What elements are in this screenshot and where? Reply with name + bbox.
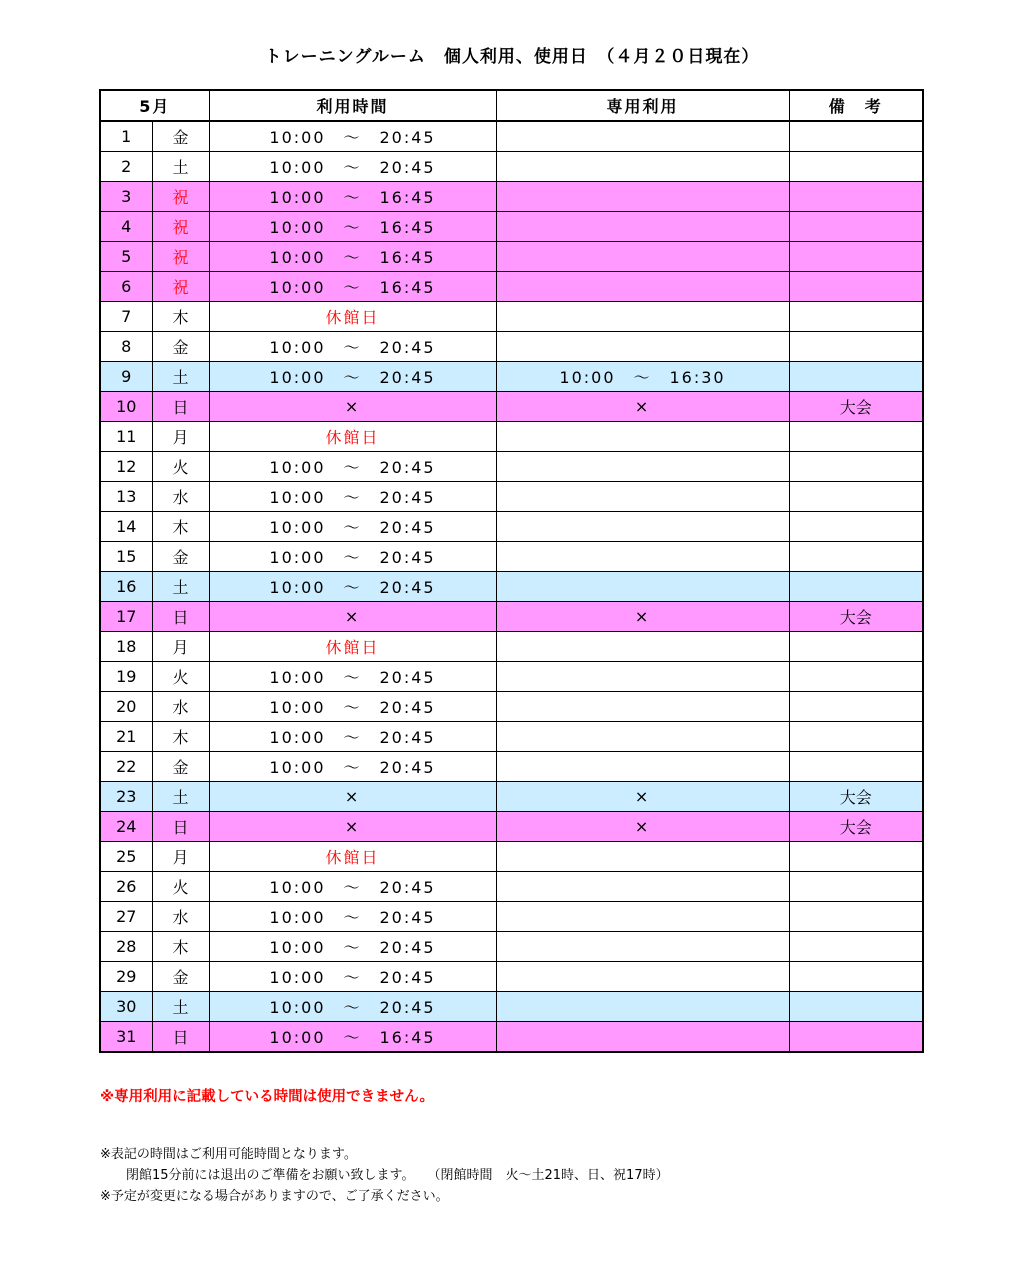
cell-exclusive xyxy=(496,242,789,272)
cell-time: 10:00 ～ 20:45 xyxy=(209,482,496,512)
cell-remarks xyxy=(789,362,923,392)
cell-remarks xyxy=(789,482,923,512)
cell-date: 25 xyxy=(100,842,152,872)
table-row xyxy=(100,962,923,992)
cell-exclusive xyxy=(496,572,789,602)
page-title: トレーニングルーム 個人利用、使用日 （４月２０日現在） xyxy=(264,47,760,67)
cell-remarks: 大会 xyxy=(789,392,923,422)
cell-remarks: 大会 xyxy=(789,812,923,842)
cell-remarks: 大会 xyxy=(789,602,923,632)
cell-day: 金 xyxy=(152,752,209,782)
cell-day: 火 xyxy=(152,872,209,902)
cell-exclusive: 10:00 ～ 16:30 xyxy=(496,362,789,392)
cell-day: 土 xyxy=(152,572,209,602)
cell-remarks xyxy=(789,932,923,962)
cell-time: × xyxy=(209,602,496,632)
cell-date: 23 xyxy=(100,782,152,812)
cell-remarks xyxy=(789,722,923,752)
cell-exclusive xyxy=(496,902,789,932)
table-row xyxy=(100,842,923,872)
cell-date: 12 xyxy=(100,452,152,482)
cell-day: 火 xyxy=(152,452,209,482)
table-row xyxy=(100,302,923,332)
table-row xyxy=(100,782,923,812)
table-row xyxy=(100,482,923,512)
table-row xyxy=(100,121,923,152)
note-exclusive-warning: ※専用利用に記載している時間は使用できません。 xyxy=(100,1089,434,1105)
cell-day: 水 xyxy=(152,482,209,512)
cell-remarks xyxy=(789,572,923,602)
cell-day: 金 xyxy=(152,542,209,572)
cell-remarks xyxy=(789,542,923,572)
table-row xyxy=(100,152,923,182)
cell-remarks xyxy=(789,752,923,782)
cell-date: 14 xyxy=(100,512,152,542)
note-usage-hours: ※表記の時間はご利用可能時間となります。 xyxy=(100,1147,357,1162)
cell-time: 10:00 ～ 20:45 xyxy=(209,692,496,722)
cell-exclusive xyxy=(496,692,789,722)
cell-time: 10:00 ～ 20:45 xyxy=(209,152,496,182)
cell-day: 木 xyxy=(152,722,209,752)
cell-time: 休館日 xyxy=(209,422,496,452)
cell-time: 10:00 ～ 16:45 xyxy=(209,1022,496,1053)
cell-time: 10:00 ～ 16:45 xyxy=(209,272,496,302)
cell-remarks xyxy=(789,332,923,362)
cell-time: 10:00 ～ 20:45 xyxy=(209,512,496,542)
cell-day: 土 xyxy=(152,362,209,392)
cell-remarks xyxy=(789,662,923,692)
cell-exclusive xyxy=(496,302,789,332)
cell-remarks xyxy=(789,992,923,1022)
cell-day: 金 xyxy=(152,962,209,992)
table-row xyxy=(100,662,923,692)
cell-date: 21 xyxy=(100,722,152,752)
cell-day: 木 xyxy=(152,512,209,542)
cell-time: 10:00 ～ 20:45 xyxy=(209,662,496,692)
cell-time: 休館日 xyxy=(209,302,496,332)
cell-remarks xyxy=(789,1022,923,1053)
note-schedule-change: ※予定が変更になる場合がありますので、ご了承ください。 xyxy=(100,1189,449,1204)
cell-day: 祝 xyxy=(152,242,209,272)
cell-remarks xyxy=(789,962,923,992)
table-row xyxy=(100,272,923,302)
cell-day: 月 xyxy=(152,842,209,872)
cell-date: 24 xyxy=(100,812,152,842)
header-row xyxy=(100,90,923,121)
cell-remarks xyxy=(789,512,923,542)
cell-remarks xyxy=(789,272,923,302)
table-row xyxy=(100,362,923,392)
cell-day: 月 xyxy=(152,632,209,662)
cell-exclusive: × xyxy=(496,812,789,842)
cell-exclusive: × xyxy=(496,602,789,632)
cell-exclusive xyxy=(496,992,789,1022)
cell-date: 15 xyxy=(100,542,152,572)
table-row xyxy=(100,182,923,212)
cell-date: 6 xyxy=(100,272,152,302)
cell-date: 31 xyxy=(100,1022,152,1053)
cell-day: 木 xyxy=(152,302,209,332)
cell-time: × xyxy=(209,812,496,842)
table-row xyxy=(100,542,923,572)
table-row xyxy=(100,722,923,752)
cell-exclusive xyxy=(496,512,789,542)
cell-exclusive: × xyxy=(496,782,789,812)
cell-exclusive xyxy=(496,752,789,782)
cell-exclusive xyxy=(496,872,789,902)
table-row xyxy=(100,572,923,602)
table-row xyxy=(100,902,923,932)
note-closing-prep: 閉館15分前には退出のご準備をお願い致します。 （閉館時間 火～土21時、日、祝17時） xyxy=(100,1168,669,1183)
cell-exclusive xyxy=(496,482,789,512)
cell-date: 26 xyxy=(100,872,152,902)
cell-date: 27 xyxy=(100,902,152,932)
cell-time: 10:00 ～ 16:45 xyxy=(209,182,496,212)
cell-remarks xyxy=(789,902,923,932)
cell-exclusive xyxy=(496,332,789,362)
cell-time: 10:00 ～ 20:45 xyxy=(209,932,496,962)
cell-time: 10:00 ～ 20:45 xyxy=(209,722,496,752)
cell-exclusive xyxy=(496,272,789,302)
cell-time: 10:00 ～ 20:45 xyxy=(209,121,496,152)
cell-date: 11 xyxy=(100,422,152,452)
cell-day: 金 xyxy=(152,332,209,362)
schedule-table xyxy=(99,89,924,1053)
cell-remarks xyxy=(789,242,923,272)
cell-date: 19 xyxy=(100,662,152,692)
cell-time: 10:00 ～ 16:45 xyxy=(209,212,496,242)
header-remarks: 備 考 xyxy=(789,90,923,121)
cell-day: 水 xyxy=(152,692,209,722)
cell-date: 10 xyxy=(100,392,152,422)
cell-day: 日 xyxy=(152,1022,209,1053)
cell-exclusive xyxy=(496,662,789,692)
schedule-rows xyxy=(100,121,923,1052)
table-row xyxy=(100,992,923,1022)
table-row xyxy=(100,392,923,422)
cell-day: 火 xyxy=(152,662,209,692)
cell-time: 10:00 ～ 20:45 xyxy=(209,752,496,782)
cell-remarks xyxy=(789,872,923,902)
cell-exclusive xyxy=(496,121,789,152)
cell-day: 日 xyxy=(152,602,209,632)
cell-day: 木 xyxy=(152,932,209,962)
cell-exclusive xyxy=(496,212,789,242)
cell-time: 10:00 ～ 20:45 xyxy=(209,872,496,902)
table-row xyxy=(100,632,923,662)
cell-exclusive xyxy=(496,152,789,182)
table-row xyxy=(100,422,923,452)
table-row xyxy=(100,872,923,902)
cell-time: 10:00 ～ 20:45 xyxy=(209,992,496,1022)
table-row xyxy=(100,752,923,782)
cell-day: 水 xyxy=(152,902,209,932)
cell-date: 2 xyxy=(100,152,152,182)
table-row xyxy=(100,932,923,962)
cell-day: 土 xyxy=(152,782,209,812)
cell-day: 月 xyxy=(152,422,209,452)
cell-time: × xyxy=(209,392,496,422)
cell-date: 22 xyxy=(100,752,152,782)
cell-day: 祝 xyxy=(152,272,209,302)
cell-exclusive xyxy=(496,542,789,572)
cell-exclusive xyxy=(496,1022,789,1053)
cell-exclusive xyxy=(496,632,789,662)
cell-time: 10:00 ～ 20:45 xyxy=(209,542,496,572)
cell-date: 28 xyxy=(100,932,152,962)
table-row xyxy=(100,242,923,272)
header-usage-time: 利用時間 xyxy=(209,90,496,121)
cell-day: 金 xyxy=(152,121,209,152)
cell-remarks xyxy=(789,212,923,242)
cell-exclusive xyxy=(496,182,789,212)
cell-remarks xyxy=(789,152,923,182)
cell-exclusive xyxy=(496,422,789,452)
cell-remarks xyxy=(789,452,923,482)
cell-date: 7 xyxy=(100,302,152,332)
cell-time: × xyxy=(209,782,496,812)
cell-remarks xyxy=(789,422,923,452)
cell-date: 1 xyxy=(100,121,152,152)
cell-remarks xyxy=(789,692,923,722)
cell-time: 10:00 ～ 20:45 xyxy=(209,572,496,602)
cell-date: 13 xyxy=(100,482,152,512)
table-header xyxy=(100,90,923,121)
cell-remarks xyxy=(789,182,923,212)
cell-date: 20 xyxy=(100,692,152,722)
cell-remarks xyxy=(789,302,923,332)
table-row xyxy=(100,602,923,632)
cell-time: 10:00 ～ 20:45 xyxy=(209,452,496,482)
cell-time: 10:00 ～ 20:45 xyxy=(209,902,496,932)
cell-remarks xyxy=(789,121,923,152)
table-row xyxy=(100,212,923,242)
cell-exclusive xyxy=(496,962,789,992)
cell-date: 16 xyxy=(100,572,152,602)
cell-time: 10:00 ～ 20:45 xyxy=(209,962,496,992)
cell-time: 10:00 ～ 20:45 xyxy=(209,362,496,392)
cell-date: 4 xyxy=(100,212,152,242)
cell-day: 祝 xyxy=(152,182,209,212)
cell-remarks xyxy=(789,632,923,662)
cell-day: 土 xyxy=(152,152,209,182)
notes-block xyxy=(100,1144,1024,1207)
cell-date: 5 xyxy=(100,242,152,272)
cell-time: 10:00 ～ 20:45 xyxy=(209,332,496,362)
cell-time: 休館日 xyxy=(209,632,496,662)
cell-date: 18 xyxy=(100,632,152,662)
cell-date: 30 xyxy=(100,992,152,1022)
cell-time: 休館日 xyxy=(209,842,496,872)
cell-day: 祝 xyxy=(152,212,209,242)
header-month: 5月 xyxy=(100,90,209,121)
table-row xyxy=(100,452,923,482)
cell-date: 29 xyxy=(100,962,152,992)
table-row xyxy=(100,692,923,722)
cell-day: 土 xyxy=(152,992,209,1022)
cell-date: 3 xyxy=(100,182,152,212)
cell-time: 10:00 ～ 16:45 xyxy=(209,242,496,272)
header-exclusive-use: 専用利用 xyxy=(496,90,789,121)
cell-exclusive xyxy=(496,452,789,482)
table-row xyxy=(100,512,923,542)
cell-date: 9 xyxy=(100,362,152,392)
table-row xyxy=(100,1022,923,1053)
cell-day: 日 xyxy=(152,392,209,422)
table-row xyxy=(100,812,923,842)
cell-date: 8 xyxy=(100,332,152,362)
cell-day: 日 xyxy=(152,812,209,842)
cell-date: 17 xyxy=(100,602,152,632)
table-row xyxy=(100,332,923,362)
cell-remarks: 大会 xyxy=(789,782,923,812)
cell-exclusive xyxy=(496,932,789,962)
cell-exclusive xyxy=(496,842,789,872)
cell-exclusive: × xyxy=(496,392,789,422)
cell-remarks xyxy=(789,842,923,872)
cell-exclusive xyxy=(496,722,789,752)
